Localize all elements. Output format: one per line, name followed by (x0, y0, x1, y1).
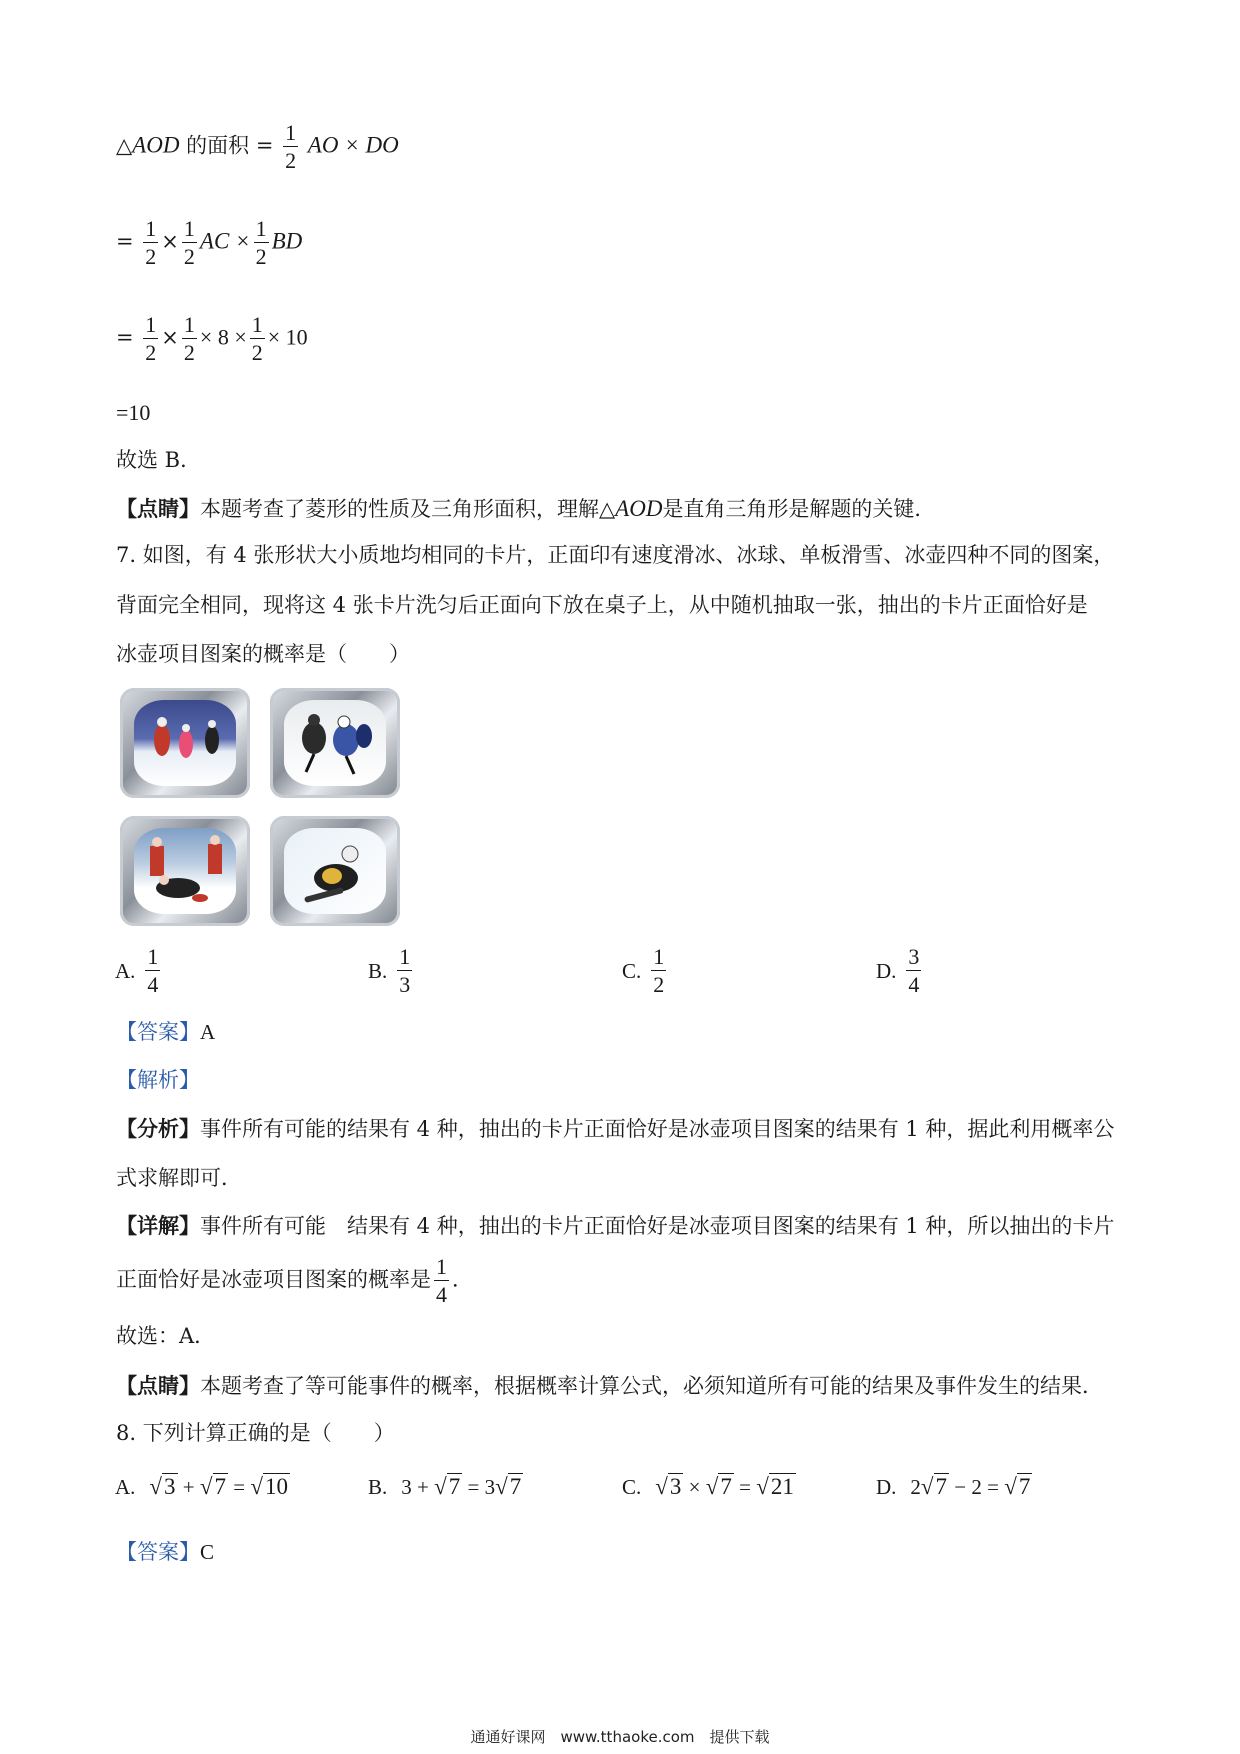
q7-xiangjie-line-1: 【详解】事件所有可能 结果有 4 种，抽出的卡片正面恰好是冰壶项目图案的结果有 1 种，所以抽出的卡片 (116, 1213, 1115, 1238)
speed-skating-card (120, 688, 250, 798)
q8-stem: 8. 下列计算正确的是（ ） (116, 1421, 395, 1445)
area-step-3: = $\frac{1}{2}$ × $\frac{1}{2}$ × 8 × $\frac{1}{2}$ × 10 (116, 312, 308, 365)
q7-stem-line-2: 背面完全相同，现将这 4 张卡片洗匀后正面向下放在桌子上，从中随机抽取一张，抽出的卡片正面恰好是 (116, 593, 1088, 617)
curling-image (134, 828, 236, 914)
note-q6: 【点睛】本题考查了菱形的性质及三角形面积，理解△AOD是直角三角形是解题的关键． (116, 496, 936, 521)
q7-choose: 故选：A． (116, 1324, 216, 1348)
speed-skating-image (134, 700, 236, 786)
q7-note: 【点睛】本题考查了等可能事件的概率，根据概率计算公式，必须知道所有可能的结果及事件发生的结果． (116, 1373, 1103, 1398)
fraction-half: $\frac{1}{2}$ (285, 120, 297, 173)
q7-analysis-heading: 【解析】 (116, 1068, 200, 1092)
q8-option-b[interactable]: B. 3 + √7 = 3 √7 (368, 1474, 522, 1499)
area-formula: △AOD 的面积 = $\frac{1}{2}$ AO × DO (116, 120, 399, 173)
q7-option-c[interactable]: C. $\frac{1}{2}$ (622, 944, 665, 997)
area-step-2: = $\frac{1}{2}$ × $\frac{1}{2}$ AC × $\frac{1}{2}$ BD (116, 216, 303, 269)
q7-stem-line-1: 7. 如图，有 4 张形状大小质地均相同的卡片，正面印有速度滑冰、冰球、单板滑雪、冰壶四种不同的图案， (116, 543, 1115, 567)
q8-option-a[interactable]: A. √3 + √7 = √10 (115, 1474, 288, 1499)
q8-answer: 【答案】C (116, 1540, 215, 1564)
q7-option-a[interactable]: A. $\frac{1}{4}$ (115, 944, 159, 997)
snowboard-image (284, 828, 386, 914)
q7-stem-line-3: 冰壶项目图案的概率是（ ） (116, 642, 410, 666)
ice-hockey-card (270, 688, 400, 798)
q7-fenxi-line-1: 【分析】事件所有可能的结果有 4 种，抽出的卡片正面恰好是冰壶项目图案的结果有 1 种，据此利用概率公 (116, 1116, 1115, 1141)
ice-hockey-image (284, 700, 386, 786)
page-footer: 通通好课网 www.tthaoke.com 提供下载 (470, 1728, 770, 1746)
q8-option-c[interactable]: C. √3 × √7 = √21 (622, 1474, 794, 1499)
q7-answer: 【答案】A (116, 1020, 216, 1044)
triangle-name: AOD (132, 132, 180, 158)
q7-fenxi-line-2: 式求解即可． (116, 1166, 242, 1190)
q8-option-d[interactable]: D. 2 √7 − 2 = √7 (876, 1474, 1031, 1499)
q7-option-b[interactable]: B. $\frac{1}{3}$ (368, 944, 411, 997)
curling-card (120, 816, 250, 926)
q7-xiangjie-line-2: 正面恰好是冰壶项目图案的概率是 $\frac{1}{4}$ ． (116, 1254, 473, 1307)
choose-b: 故选 B． (116, 448, 202, 472)
snowboard-card (270, 816, 400, 926)
q7-option-d[interactable]: D. $\frac{3}{4}$ (876, 944, 920, 997)
area-result: =10 (116, 400, 151, 425)
